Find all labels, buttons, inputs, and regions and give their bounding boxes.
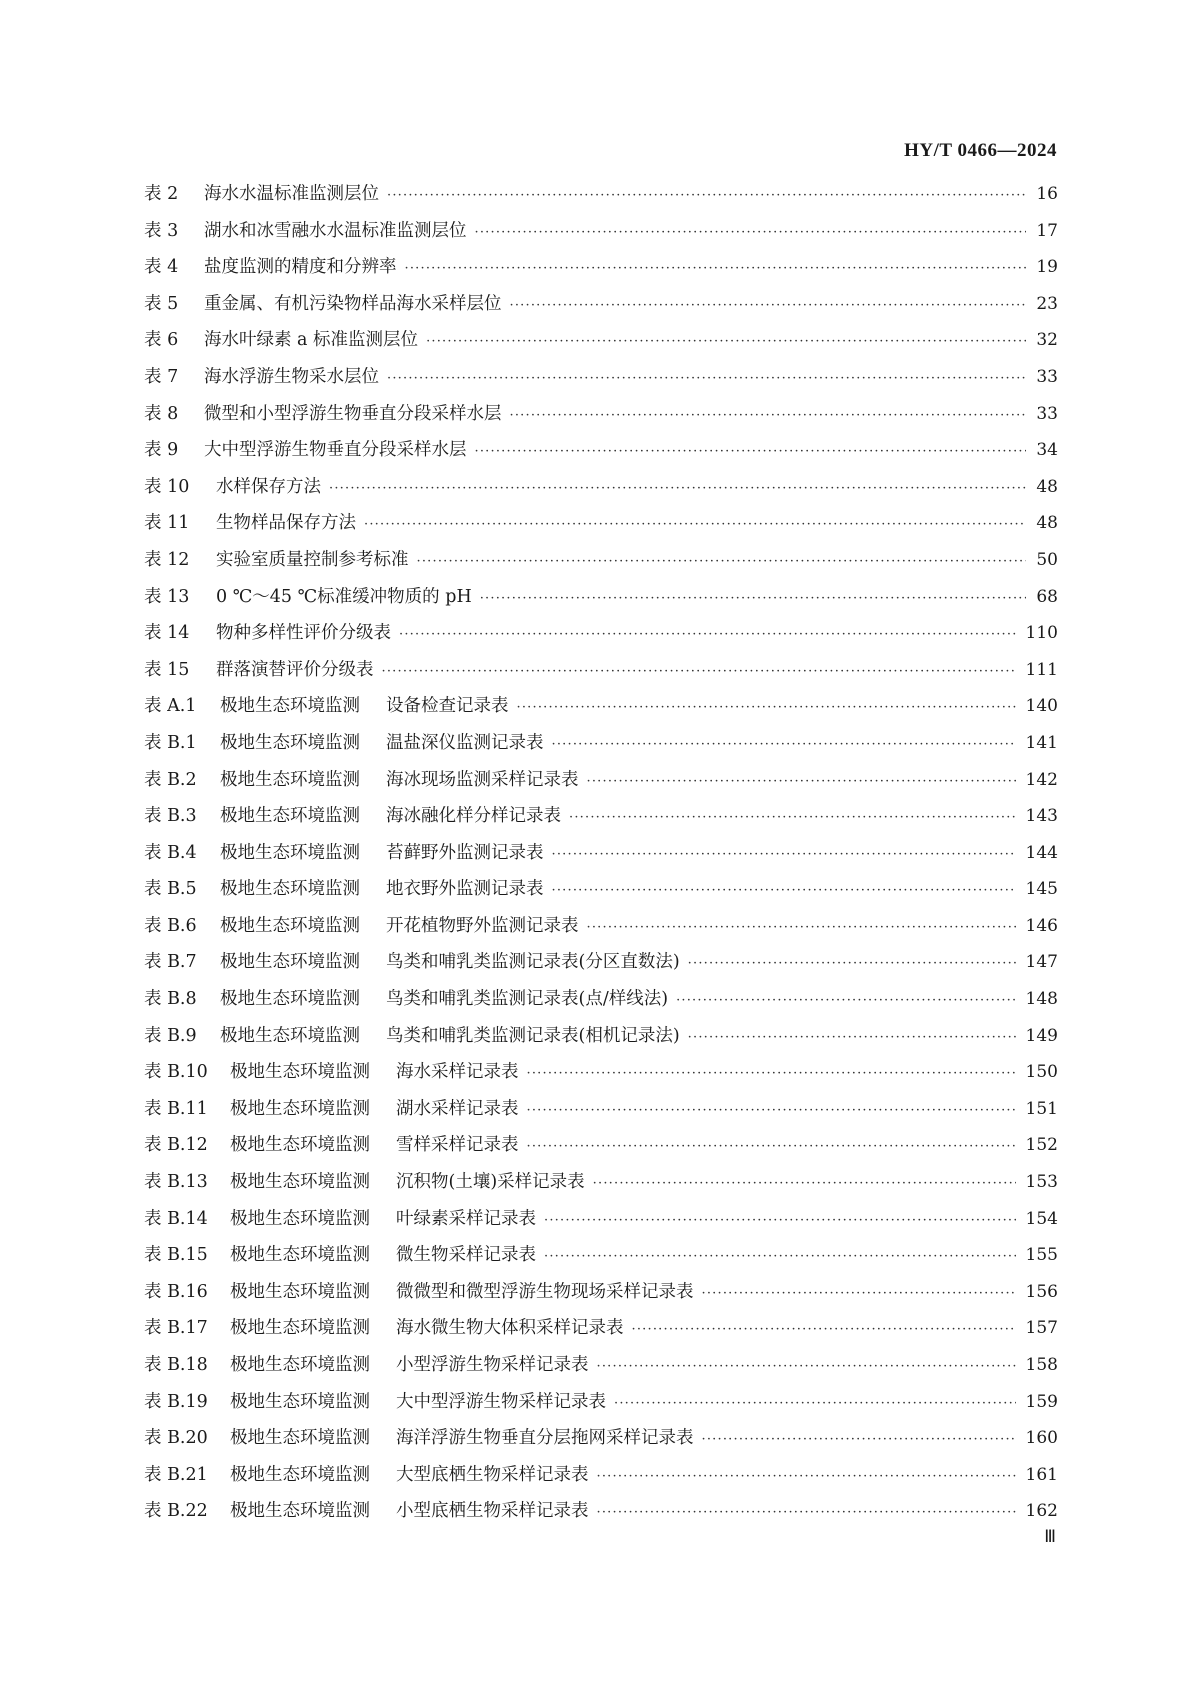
toc-entry-number: 表 A.1 — [144, 696, 197, 717]
toc-entry-title: 极地生态环境监测 — [220, 806, 360, 827]
toc-entry-title: 生物样品保存方法 — [216, 513, 356, 534]
toc-entry-number: 表 B.12 — [144, 1135, 208, 1156]
toc-entry-page: 33 — [1036, 366, 1058, 387]
toc-entry-title: 极地生态环境监测 — [230, 1355, 370, 1375]
toc-entry[interactable] — [144, 366, 1058, 406]
toc-entry-number: 表 B.10 — [144, 1062, 208, 1083]
toc-entry-title: 极地生态环境监测 — [230, 1208, 370, 1229]
toc-entry[interactable] — [144, 476, 1058, 516]
toc-entry-title: 极地生态环境监测 — [230, 1391, 370, 1412]
toc-leader-dots — [552, 884, 1016, 897]
toc-entry-number: 表 B.5 — [144, 879, 197, 900]
toc-entry-number: 表 5 — [144, 293, 179, 314]
toc-entry-title: 极地生态环境监测 — [220, 842, 360, 863]
toc-leader-dots — [387, 189, 1026, 202]
toc-entry-title: 极地生态环境监测 — [220, 732, 360, 753]
toc-entry[interactable] — [144, 1391, 1058, 1431]
toc-entry[interactable] — [144, 991, 1058, 1028]
toc-entry-page: 148 — [1025, 989, 1058, 1010]
toc-entry[interactable] — [144, 332, 1058, 369]
toc-leader-dots — [587, 775, 1016, 788]
toc-entry-subtitle: 设备检查记录表 — [386, 696, 509, 717]
toc-leader-dots — [510, 409, 1027, 422]
table-of-contents — [144, 186, 1058, 1540]
toc-entry-number: 表 B.16 — [144, 1281, 208, 1302]
toc-entry-number: 表 10 — [144, 476, 190, 497]
toc-entry[interactable] — [144, 698, 1058, 735]
toc-entry-page: 111 — [1025, 659, 1058, 680]
toc-leader-dots — [399, 628, 1016, 641]
toc-leader-dots — [527, 1140, 1016, 1153]
toc-leader-dots — [688, 957, 1016, 970]
toc-entry-title: 盐度监测的精度和分辨率 — [204, 257, 397, 278]
toc-entry-subtitle: 雪样采样记录表 — [396, 1135, 519, 1156]
toc-entry-title: 极地生态环境监测 — [230, 1464, 370, 1485]
toc-entry-title: 0 ℃～45 ℃标准缓冲物质的 pH — [216, 586, 472, 607]
toc-entry-page: 162 — [1025, 1501, 1058, 1522]
toc-entry[interactable] — [144, 842, 1058, 882]
toc-entry-number: 表 B.9 — [144, 1025, 197, 1046]
toc-entry-page: 143 — [1025, 806, 1058, 827]
toc-entry-page: 33 — [1036, 403, 1058, 424]
toc-entry-subtitle: 湖水采样记录表 — [396, 1098, 519, 1119]
toc-leader-dots — [593, 1177, 1016, 1190]
toc-entry-number: 表 12 — [144, 549, 190, 570]
toc-entry[interactable] — [144, 732, 1058, 772]
toc-entry-title: 极地生态环境监测 — [220, 915, 360, 936]
toc-entry[interactable] — [144, 586, 1058, 626]
toc-entry-number: 表 B.20 — [144, 1428, 208, 1449]
page-number: Ⅲ — [1044, 1527, 1057, 1546]
toc-entry-title: 海水水温标准监测层位 — [204, 184, 379, 204]
toc-leader-dots — [614, 1397, 1016, 1410]
toc-entry[interactable] — [144, 549, 1058, 589]
toc-leader-dots — [517, 701, 1016, 714]
toc-entry-number: 表 B.15 — [144, 1245, 208, 1266]
toc-entry-title: 极地生态环境监测 — [230, 1135, 370, 1156]
toc-entry-subtitle: 微微型和微型浮游生物现场采样记录表 — [396, 1281, 694, 1302]
toc-entry-page: 23 — [1036, 293, 1058, 314]
toc-entry-number: 表 B.8 — [144, 989, 197, 1010]
toc-leader-dots — [544, 1250, 1016, 1263]
toc-entry-title: 重金属、有机污染物样品海水采样层位 — [204, 293, 502, 314]
toc-entry-subtitle: 海冰现场监测采样记录表 — [386, 769, 579, 790]
toc-entry-page: 110 — [1025, 623, 1058, 644]
toc-entry-subtitle: 鸟类和哺乳类监测记录表(点/样线法) — [386, 989, 669, 1010]
toc-entry-page: 147 — [1025, 952, 1058, 973]
toc-entry-page: 140 — [1025, 696, 1058, 717]
toc-entry-number: 表 B.21 — [144, 1464, 208, 1485]
toc-entry-page: 16 — [1036, 184, 1058, 204]
toc-entry-page: 156 — [1025, 1281, 1058, 1302]
toc-entry-subtitle: 小型浮游生物采样记录表 — [396, 1355, 589, 1375]
toc-entry-subtitle: 地衣野外监测记录表 — [386, 879, 544, 900]
toc-entry[interactable] — [144, 259, 1058, 296]
toc-entry[interactable] — [144, 1098, 1058, 1138]
toc-entry-page: 68 — [1036, 586, 1058, 607]
toc-entry-number: 表 13 — [144, 586, 190, 607]
toc-entry[interactable] — [144, 1320, 1058, 1357]
toc-entry-number: 表 7 — [144, 366, 179, 387]
toc-entry[interactable] — [144, 659, 1058, 699]
toc-entry-title: 物种多样性评价分级表 — [216, 623, 391, 644]
toc-entry-number: 表 B.6 — [144, 915, 197, 936]
toc-entry[interactable] — [144, 442, 1058, 479]
toc-entry-title: 海水叶绿素 a 标准监测层位 — [204, 330, 419, 351]
toc-entry-title: 微型和小型浮游生物垂直分段采样水层 — [204, 403, 502, 424]
toc-entry-page: 153 — [1025, 1172, 1058, 1193]
toc-entry[interactable] — [144, 769, 1058, 809]
toc-entry-subtitle: 鸟类和哺乳类监测记录表(相机记录法) — [386, 1025, 680, 1046]
toc-entry[interactable] — [144, 1281, 1058, 1321]
toc-entry-page: 146 — [1025, 915, 1058, 936]
toc-entry-number: 表 B.19 — [144, 1391, 208, 1412]
toc-entry-page: 48 — [1036, 476, 1058, 497]
toc-entry[interactable] — [144, 515, 1058, 552]
toc-entry[interactable] — [144, 293, 1058, 333]
toc-entry-page: 34 — [1036, 440, 1058, 461]
toc-entry-subtitle: 海洋浮游生物垂直分层拖网采样记录表 — [396, 1428, 694, 1449]
toc-leader-dots — [702, 1433, 1016, 1446]
toc-entry-number: 表 2 — [144, 184, 179, 204]
toc-entry-number: 表 B.7 — [144, 952, 197, 973]
toc-leader-dots — [597, 1470, 1016, 1483]
toc-entry-page: 158 — [1025, 1355, 1058, 1375]
toc-leader-dots — [702, 1287, 1016, 1300]
toc-entry[interactable] — [144, 186, 1058, 223]
toc-entry-page: 32 — [1036, 330, 1058, 351]
toc-entry-title: 极地生态环境监测 — [220, 769, 360, 790]
toc-entry-title: 极地生态环境监测 — [230, 1062, 370, 1083]
toc-entry-title: 极地生态环境监测 — [230, 1428, 370, 1449]
toc-leader-dots — [527, 1067, 1016, 1080]
toc-leader-dots — [552, 848, 1016, 861]
toc-entry-page: 151 — [1025, 1098, 1058, 1119]
toc-entry-subtitle: 海冰融化样分样记录表 — [386, 806, 561, 827]
toc-leader-dots — [329, 482, 1026, 495]
toc-entry[interactable] — [144, 1208, 1058, 1248]
toc-entry-title: 海水浮游生物采水层位 — [204, 366, 379, 387]
toc-entry-subtitle: 大型底栖生物采样记录表 — [396, 1464, 589, 1485]
toc-entry-number: 表 B.22 — [144, 1501, 208, 1522]
toc-leader-dots — [597, 1360, 1016, 1373]
toc-entry-subtitle: 开花植物野外监测记录表 — [386, 915, 579, 936]
toc-entry-page: 144 — [1025, 842, 1058, 863]
toc-leader-dots — [382, 665, 1016, 678]
toc-leader-dots — [417, 555, 1027, 568]
toc-entry-page: 17 — [1036, 220, 1058, 241]
toc-entry-number: 表 B.14 — [144, 1208, 208, 1229]
toc-entry-number: 表 15 — [144, 659, 190, 680]
toc-entry-title: 极地生态环境监测 — [230, 1281, 370, 1302]
toc-entry-number: 表 B.17 — [144, 1318, 208, 1339]
toc-entry[interactable] — [144, 1247, 1058, 1284]
toc-entry-number: 表 8 — [144, 403, 179, 424]
toc-entry-subtitle: 叶绿素采样记录表 — [396, 1208, 536, 1229]
toc-entry-title: 极地生态环境监测 — [230, 1245, 370, 1266]
toc-entry-page: 157 — [1025, 1318, 1058, 1339]
toc-entry-page: 149 — [1025, 1025, 1058, 1046]
toc-entry-title: 极地生态环境监测 — [230, 1172, 370, 1193]
toc-leader-dots — [364, 518, 1026, 531]
toc-entry[interactable] — [144, 1174, 1058, 1211]
toc-entry-number: 表 B.1 — [144, 732, 197, 753]
toc-entry-page: 152 — [1025, 1135, 1058, 1156]
toc-leader-dots — [527, 1104, 1016, 1117]
toc-entry-title: 极地生态环境监测 — [230, 1501, 370, 1522]
toc-leader-dots — [475, 445, 1027, 458]
toc-leader-dots — [597, 1506, 1016, 1519]
toc-leader-dots — [475, 226, 1027, 239]
toc-entry[interactable] — [144, 1064, 1058, 1101]
toc-entry-page: 160 — [1025, 1428, 1058, 1449]
toc-entry-number: 表 B.3 — [144, 806, 197, 827]
toc-entry-page: 141 — [1025, 732, 1058, 753]
toc-entry-page: 154 — [1025, 1208, 1058, 1229]
toc-entry-page: 150 — [1025, 1062, 1058, 1083]
toc-entry-subtitle: 苔藓野外监测记录表 — [386, 842, 544, 863]
toc-entry-title: 极地生态环境监测 — [220, 1025, 360, 1046]
toc-entry-number: 表 B.13 — [144, 1172, 208, 1193]
toc-entry-title: 湖水和冰雪融水水温标准监测层位 — [204, 220, 467, 241]
toc-entry-page: 19 — [1036, 257, 1058, 278]
toc-entry-title: 极地生态环境监测 — [220, 696, 360, 717]
toc-leader-dots — [552, 738, 1016, 751]
toc-leader-dots — [387, 372, 1026, 385]
toc-entry-title: 水样保存方法 — [216, 476, 321, 497]
toc-leader-dots — [510, 299, 1027, 312]
toc-entry[interactable] — [144, 1137, 1058, 1174]
toc-entry-subtitle: 大中型浮游生物采样记录表 — [396, 1391, 606, 1412]
toc-entry-number: 表 11 — [144, 513, 190, 534]
toc-leader-dots — [480, 592, 1027, 605]
toc-leader-dots — [569, 811, 1016, 824]
toc-entry-subtitle: 温盐深仪监测记录表 — [386, 732, 544, 753]
toc-entry-title: 大中型浮游生物垂直分段采样水层 — [204, 440, 467, 461]
toc-entry[interactable] — [144, 954, 1058, 991]
toc-entry-title: 实验室质量控制参考标准 — [216, 549, 409, 570]
toc-entry-number: 表 B.11 — [144, 1098, 208, 1119]
toc-entry-page: 142 — [1025, 769, 1058, 790]
toc-leader-dots — [676, 994, 1015, 1007]
toc-entry-title: 极地生态环境监测 — [220, 952, 360, 973]
toc-entry-page: 145 — [1025, 879, 1058, 900]
toc-entry-subtitle: 沉积物(土壤)采样记录表 — [396, 1172, 585, 1193]
toc-entry[interactable] — [144, 915, 1058, 955]
toc-entry-number: 表 6 — [144, 330, 179, 351]
toc-leader-dots — [688, 1031, 1016, 1044]
toc-entry[interactable] — [144, 808, 1058, 845]
toc-entry[interactable] — [144, 1430, 1058, 1467]
toc-entry[interactable] — [144, 625, 1058, 662]
toc-entry-title: 极地生态环境监测 — [230, 1318, 370, 1339]
toc-entry-subtitle: 海水微生物大体积采样记录表 — [396, 1318, 624, 1339]
toc-entry-page: 155 — [1025, 1245, 1058, 1266]
standard-code: HY/T 0466—2024 — [904, 140, 1057, 161]
toc-entry[interactable] — [144, 1464, 1058, 1504]
toc-entry[interactable] — [144, 881, 1058, 918]
toc-entry[interactable] — [144, 403, 1058, 443]
toc-entry-number: 表 14 — [144, 623, 190, 644]
toc-entry-subtitle: 小型底栖生物采样记录表 — [396, 1501, 589, 1522]
toc-entry-number: 表 B.4 — [144, 842, 197, 863]
toc-entry-title: 极地生态环境监测 — [230, 1098, 370, 1119]
toc-entry-number: 表 B.18 — [144, 1355, 208, 1375]
toc-leader-dots — [632, 1323, 1016, 1336]
toc-entry-subtitle: 鸟类和哺乳类监测记录表(分区直数法) — [386, 952, 680, 973]
toc-leader-dots — [426, 335, 1026, 348]
toc-entry[interactable] — [144, 1503, 1058, 1540]
toc-entry[interactable] — [144, 1025, 1058, 1065]
toc-entry-page: 159 — [1025, 1391, 1058, 1412]
toc-entry-subtitle: 微生物采样记录表 — [396, 1245, 536, 1266]
toc-entry-number: 表 3 — [144, 220, 179, 241]
toc-entry[interactable] — [144, 1357, 1058, 1394]
toc-entry-number: 表 4 — [144, 257, 179, 278]
toc-entry-title: 极地生态环境监测 — [220, 989, 360, 1010]
toc-entry-page: 50 — [1036, 549, 1058, 570]
toc-leader-dots — [587, 921, 1016, 934]
toc-entry-title: 群落演替评价分级表 — [216, 659, 374, 680]
toc-leader-dots — [544, 1214, 1016, 1227]
toc-entry-title: 极地生态环境监测 — [220, 879, 360, 900]
toc-entry-number: 表 B.2 — [144, 769, 197, 790]
toc-entry-subtitle: 海水采样记录表 — [396, 1062, 519, 1083]
toc-entry[interactable] — [144, 220, 1058, 260]
toc-entry-page: 161 — [1025, 1464, 1058, 1485]
toc-entry-number: 表 9 — [144, 440, 179, 461]
toc-entry-page: 48 — [1036, 513, 1058, 534]
toc-leader-dots — [405, 262, 1027, 275]
